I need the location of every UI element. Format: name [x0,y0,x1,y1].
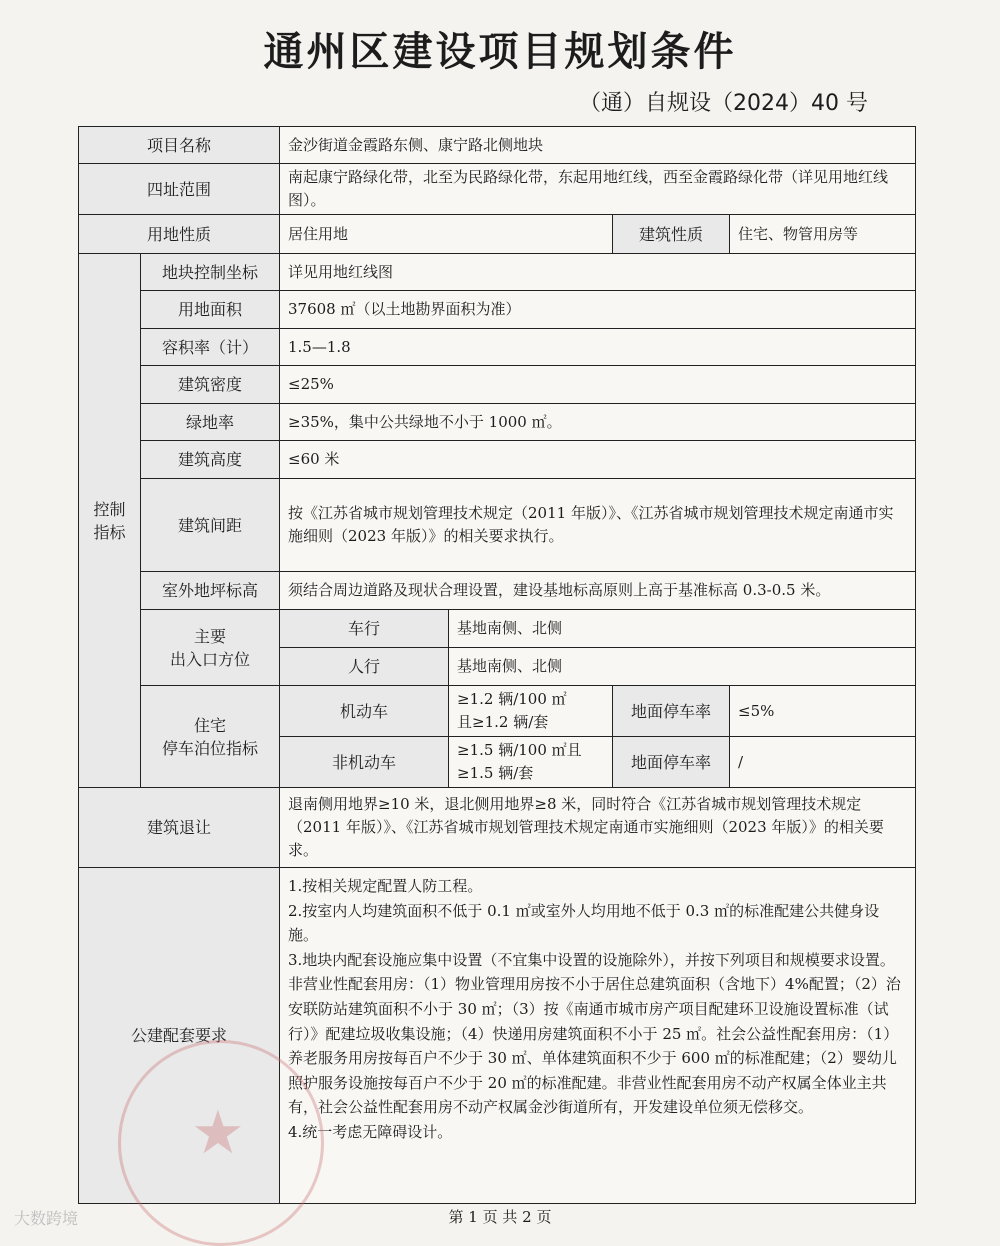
label-nonmotor: 非机动车 [280,737,449,788]
label-parking: 住宅 停车泊位指标 [141,686,280,788]
value-density: ≤25% [280,366,916,404]
watermark: 大数跨境 [14,1209,79,1228]
label-far: 容积率（计） [141,329,280,366]
label-motor-ground-rate: 地面停车率 [613,686,730,737]
value-green: ≥35%，集中公共绿地不小于 1000 ㎡。 [280,404,916,441]
value-pedestrian-access: 基地南侧、北侧 [449,648,916,686]
label-public-facilities: 公建配套要求 [79,868,280,1204]
label-vehicle-access: 车行 [280,610,449,648]
value-nonmotor-ground-rate: / [730,737,916,788]
public-item-1: 1.按相关规定配置人防工程。 [288,877,483,895]
label-height: 建筑高度 [141,441,280,479]
label-pedestrian-access: 人行 [280,648,449,686]
label-building-nature: 建筑性质 [613,215,730,254]
label-motor: 机动车 [280,686,449,737]
label-area: 用地面积 [141,291,280,329]
value-area: 37608 ㎡（以土地勘界面积为准） [280,291,916,329]
label-coords: 地块控制坐标 [141,254,280,291]
label-project-name: 项目名称 [79,127,280,164]
label-control-index: 控制 指标 [79,254,141,788]
value-building-nature: 住宅、物管用房等 [730,215,916,254]
label-land-use: 用地性质 [79,215,280,254]
value-far: 1.5—1.8 [280,329,916,366]
value-nonmotor: ≥1.5 辆/100 ㎡且 ≥1.5 辆/套 [449,737,613,788]
value-project-name: 金沙街道金霞路东侧、康宁路北侧地块 [280,127,916,164]
value-spacing: 按《江苏省城市规划管理技术规定（2011 年版）》、《江苏省城市规划管理技术规定南通市实施细则（2023 年版）》的相关要求执行。 [280,479,916,572]
public-item-4: 4.统一考虑无障碍设计。 [288,1122,453,1141]
value-motor-ground-rate: ≤5% [730,686,916,737]
value-motor: ≥1.2 辆/100 ㎡ 且≥1.2 辆/套 [449,686,613,737]
value-vehicle-access: 基地南侧、北侧 [449,610,916,648]
public-item-2: 2.按室内人均建筑面积不低于 0.1 ㎡或室外人均用地不低于 0.3 ㎡的标准配建公共健身设施。 [288,901,880,945]
label-elevation: 室外地坪标高 [141,572,280,610]
document-title: 通州区建设项目规划条件 [263,29,737,75]
value-public-facilities [280,868,916,1204]
planning-conditions-table [78,126,916,1204]
value-elevation: 须结合周边道路及现状合理设置，建设基地标高原则上高于基准标高 0.3-0.5 米。 [280,572,916,610]
label-spacing: 建筑间距 [141,479,280,572]
page-number: 第 1 页 共 2 页 [448,1208,552,1226]
label-density: 建筑密度 [141,366,280,404]
label-boundary: 四址范围 [79,164,280,215]
value-height: ≤60 米 [280,441,916,479]
label-nonmotor-ground-rate: 地面停车率 [613,737,730,788]
label-green: 绿地率 [141,404,280,441]
public-item-3: 3.地块内配套设施应集中设置（不宜集中设置的设施除外），并按下列项目和规模要求设置。非营业性配套用房：（1）物业管理用房按不小于居住总建筑面积（含地下）4%配置；（2）治安联防站建筑面积不小于 30 ㎡；（3）按《南通市城市房产项目配建环卫设施设置标准（试行）》配建垃圾收集设施；（4）快递用房建筑面积不小于 25 ㎡。社会公益性配套用房：（1）养老服务用房按每百户不少于 30 ㎡、单体建筑面积不少于 600 ㎡的标准配建；（2）婴幼儿照护服务设施按每百户不少于 20 ㎡的标准配建。非营业性配套用房不动产权属全体业主共有，社会公益性配套用房不动产权属金沙街道所有，开发建设单位须无偿移交。 [288,950,901,1117]
label-setback: 建筑退让 [79,788,280,868]
value-land-use: 居住用地 [280,215,613,254]
value-coords: 详见用地红线图 [280,254,916,291]
value-boundary: 南起康宁路绿化带，北至为民路绿化带，东起用地红线，西至金霞路绿化带（详见用地红线图）。 [280,164,916,215]
seal-star-icon: ★ [191,1098,245,1168]
value-setback: 退南侧用地界≥10 米，退北侧用地界≥8 米，同时符合《江苏省城市规划管理技术规定（2011 年版）》、《江苏省城市规划管理技术规定南通市实施细则（2023 年版）》的相关要求。 [280,788,916,868]
label-entrance: 主要 出入口方位 [141,610,280,686]
document-number: （通）自规设（2024）40 号 [579,91,868,116]
